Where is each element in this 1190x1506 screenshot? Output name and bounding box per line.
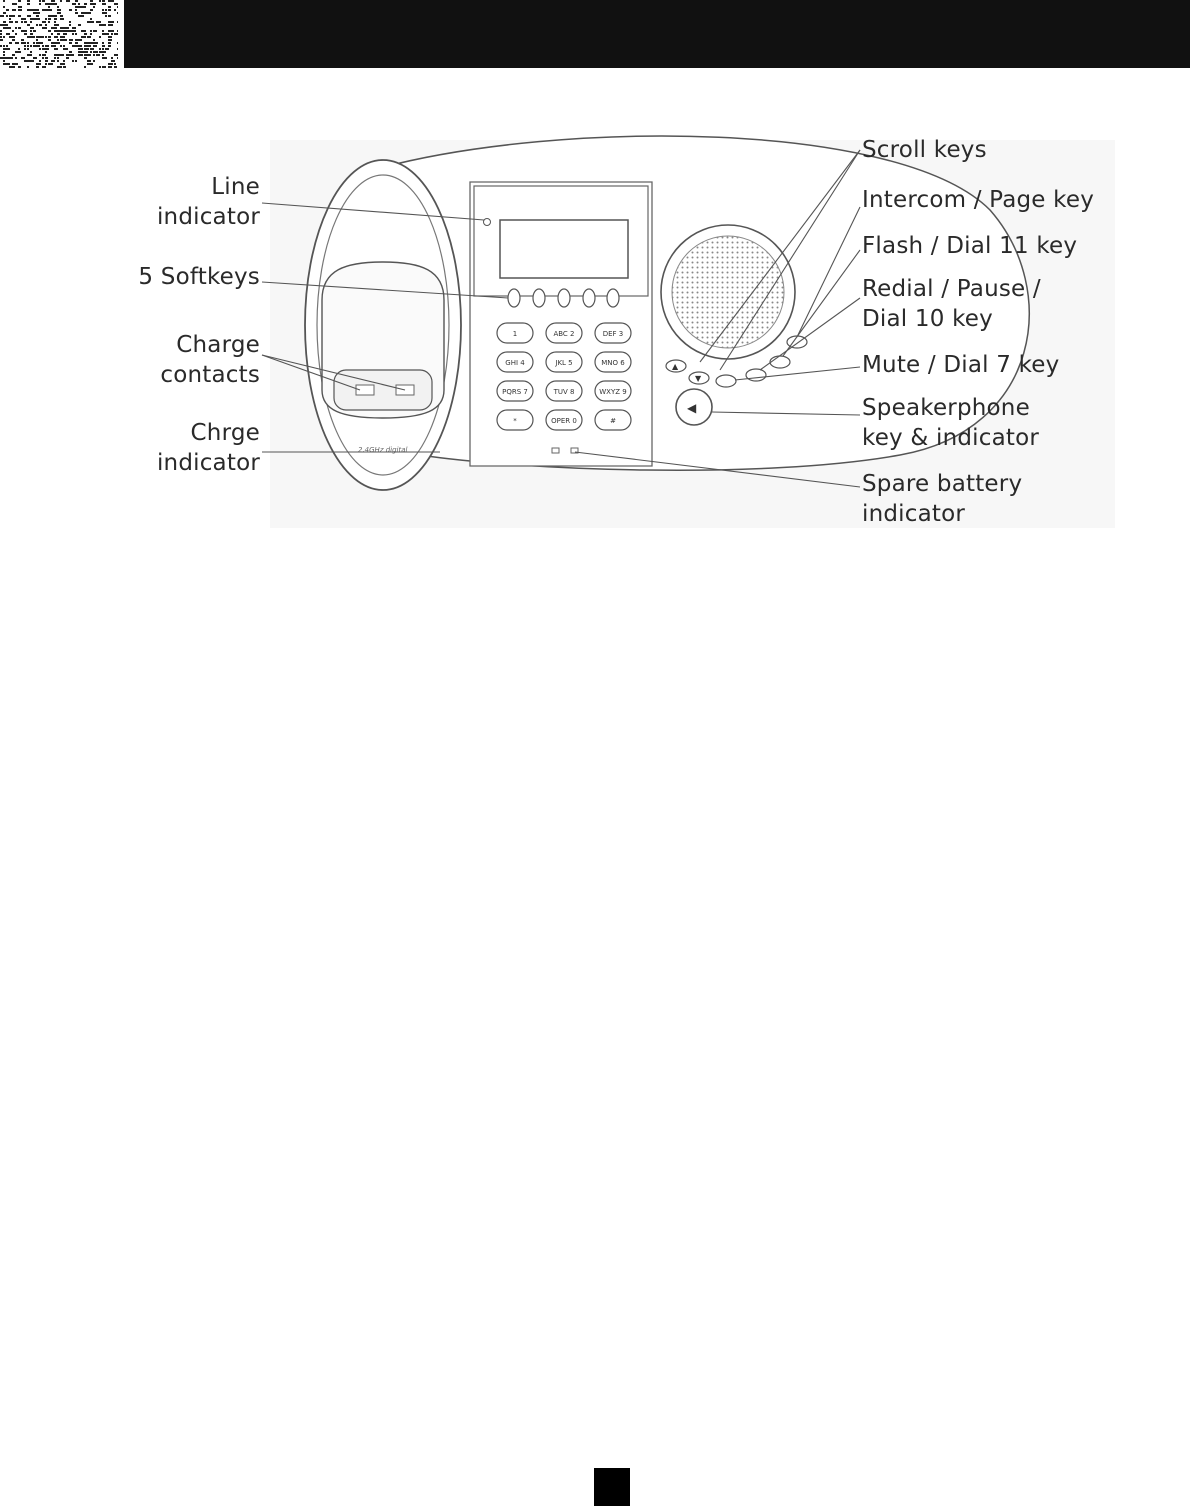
keypad-key-label: # bbox=[610, 417, 616, 425]
line-indicator-led bbox=[484, 219, 491, 226]
label-line-indicator: Line indicator bbox=[156, 174, 260, 230]
speaker-grille bbox=[672, 236, 784, 348]
keypad-key-label: GHI 4 bbox=[505, 359, 525, 367]
mute-key bbox=[716, 375, 736, 387]
cradle-brand-mark: 2.4GHz digital bbox=[358, 446, 408, 454]
softkey-1 bbox=[508, 289, 520, 307]
speaker-icon: ◀ bbox=[687, 401, 697, 415]
keypad-key-label: TUV 8 bbox=[553, 388, 575, 396]
label-softkeys: 5 Softkeys bbox=[138, 264, 260, 290]
label-charge-contacts: Charge contacts bbox=[160, 332, 260, 388]
keypad-key-label: WXYZ 9 bbox=[599, 388, 627, 396]
keypad-key-label: OPER 0 bbox=[551, 417, 577, 425]
keypad-key-label: ABC 2 bbox=[553, 330, 575, 338]
keypad-key-label: JKL 5 bbox=[555, 359, 573, 367]
keypad-key-label: 1 bbox=[512, 330, 518, 338]
label-mute-key: Mute / Dial 7 key bbox=[862, 352, 1060, 378]
label-redial-key: Redial / Pause / Dial 10 key bbox=[862, 276, 1041, 332]
label-intercom-page-key: Intercom / Page key bbox=[862, 187, 1095, 213]
lcd-display bbox=[500, 220, 628, 278]
keypad-key-label: * bbox=[513, 417, 517, 425]
label-speakerphone-key: Speakerphone key & indicator bbox=[862, 395, 1040, 451]
keypad-key-label: DEF 3 bbox=[602, 330, 624, 338]
softkey-4 bbox=[583, 289, 595, 307]
page-number-badge bbox=[594, 1468, 630, 1506]
scroll-down-icon: ▼ bbox=[695, 374, 702, 383]
charge-led-box bbox=[552, 448, 559, 453]
softkey-2 bbox=[533, 289, 545, 307]
redial-key bbox=[746, 369, 766, 381]
label-scroll-keys: Scroll keys bbox=[862, 137, 987, 163]
keypad-key-label: MNO 6 bbox=[601, 359, 625, 367]
keypad-key-label: PQRS 7 bbox=[502, 388, 528, 396]
label-flash-key: Flash / Dial 11 key bbox=[862, 233, 1078, 259]
softkey-5 bbox=[607, 289, 619, 307]
scroll-up-icon: ▲ bbox=[672, 362, 679, 371]
label-charge-indicator: Chrge indicator bbox=[156, 420, 260, 476]
flash-key bbox=[770, 356, 790, 368]
softkey-3 bbox=[558, 289, 570, 307]
label-spare-battery-indicator: Spare battery indicator bbox=[862, 471, 1023, 527]
